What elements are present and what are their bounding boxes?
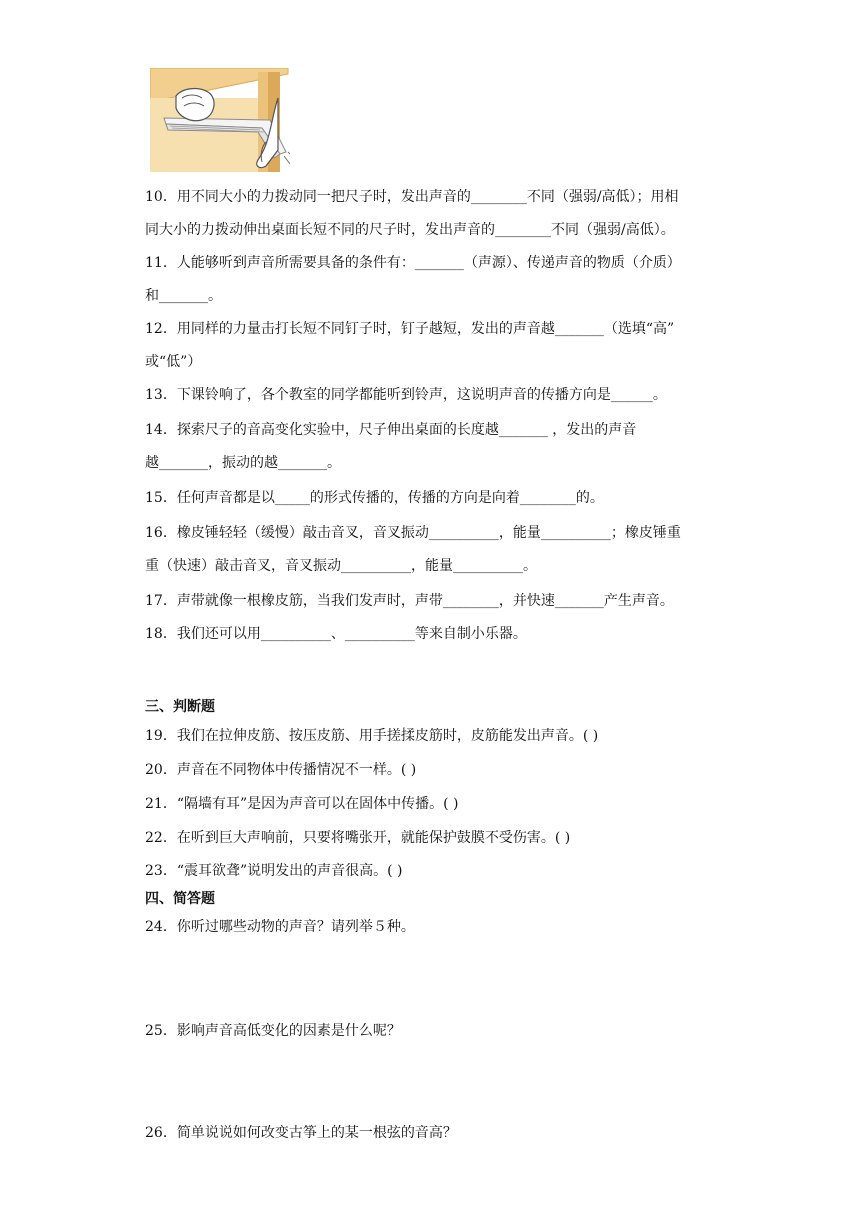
question-15: 15．任何声音都是以_____的形式传播的，传播的方向是向着________的。 (145, 490, 604, 506)
ruler-on-desk-icon (150, 68, 290, 172)
question-19: 19．我们在拉伸皮筋、按压皮筋、用手搓揉皮筋时，皮筋能发出声音。( ) (145, 728, 599, 744)
question-12-line-1: 12．用同样的力量击打长短不同钉子时，钉子越短，发出的声音越_______（选填“高” (145, 321, 675, 337)
question-24: 24．你听过哪些动物的声音？请列举５种。 (145, 919, 415, 935)
question-10-line-2: 同大小的力拨动伸出桌面长短不同的尺子时，发出声音的________不同（强弱/高低）。 (145, 222, 675, 238)
question-11-line-1: 11．人能够听到声音所需要具备的条件有：_______（声源）、传递声音的物质（介质） (145, 255, 681, 271)
section-3-title: 三、判断题 (145, 699, 215, 715)
question-25: 25．影响声音高低变化的因素是什么呢？ (145, 1023, 401, 1039)
question-14-line-1: 14．探索尺子的音高变化实验中，尺子伸出桌面的长度越_______ ，发出的声音 (145, 422, 637, 438)
question-18: 18．我们还可以用__________、__________等来自制小乐器。 (145, 626, 527, 642)
question-14-line-2: 越_______，振动的越_______。 (145, 455, 341, 471)
question-23: 23．“震耳欲聋”说明发出的声音很高。( ) (145, 863, 403, 879)
question-16-line-1: 16．橡皮锤轻轻（缓慢）敲击音叉，音叉振动__________，能量__________；橡皮锤重 (145, 525, 681, 541)
question-11-line-2: 和_______。 (145, 288, 222, 304)
question-16-line-2: 重（快速）敲击音叉，音叉振动__________，能量__________。 (145, 558, 537, 574)
question-12-line-2: 或“低”） (145, 354, 202, 370)
question-13: 13．下课铃响了，各个教室的同学都能听到铃声，这说明声音的传播方向是______。 (145, 387, 667, 403)
question-17: 17．声带就像一根橡皮筋，当我们发声时，声带________，并快速_______产生声音。 (145, 593, 674, 609)
question-20: 20．声音在不同物体中传播情况不一样。( ) (145, 762, 417, 778)
section-4-title: 四、简答题 (145, 891, 215, 907)
question-21: 21．“隔墙有耳”是因为声音可以在固体中传播。( ) (145, 796, 459, 812)
question-22: 22．在听到巨大声响前，只要将嘴张开，就能保护鼓膜不受伤害。( ) (145, 830, 571, 846)
question-26: 26．简单说说如何改变古筝上的某一根弦的音高？ (145, 1125, 457, 1141)
question-10-line-1: 10．用不同大小的力拨动同一把尺子时，发出声音的________不同（强弱/高低）；用相 (145, 189, 679, 205)
